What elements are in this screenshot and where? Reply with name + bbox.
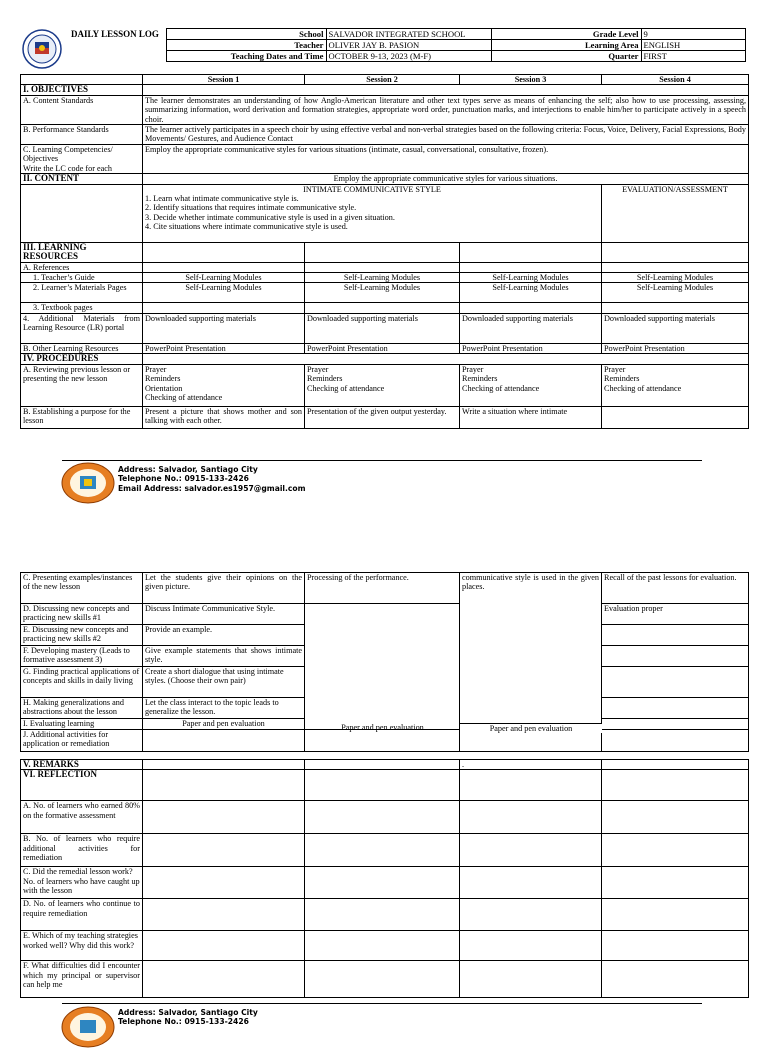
proc-d-label: D. Discussing new concepts and practicing new skills #1 bbox=[21, 604, 143, 625]
quarter-label: Quarter bbox=[491, 51, 641, 62]
school-value: SALVADOR INTEGRATED SCHOOL bbox=[326, 29, 491, 40]
session-1-header: Session 1 bbox=[143, 75, 305, 85]
proc-a-s3: Prayer Reminders Checking of attendance bbox=[460, 364, 602, 406]
footer-rule bbox=[62, 460, 702, 461]
remarks-title: V. REMARKS bbox=[21, 760, 143, 770]
reflection-b: B. No. of learners who require additional activities for remediation bbox=[21, 834, 143, 867]
competencies: Employ the appropriate communicative styles for various situations (intimate, casual, conversational, consultative, frozen). bbox=[143, 145, 749, 174]
proc-b-s3: Write a situation where intimate bbox=[460, 406, 602, 428]
proc-i-label: I. Evaluating learning bbox=[21, 719, 143, 730]
footer-address: Address: Salvador, Santiago City bbox=[118, 465, 258, 474]
grade-value: 9 bbox=[641, 29, 745, 40]
reflection-f: F. What difficulties did I encounter which my principal or supervisor can help me bbox=[21, 961, 143, 998]
school-logo-icon-2 bbox=[60, 1006, 118, 1048]
proc-h-label: H. Making generalizations and abstractions about the lesson bbox=[21, 698, 143, 719]
proc-g-label: G. Finding practical applications of concepts and skills in daily living bbox=[21, 667, 143, 698]
teachers-guide-label: 1. Teacher’s Guide bbox=[21, 273, 143, 283]
proc-j-label: J. Additional activities for application or remediation bbox=[21, 730, 143, 752]
header-table bbox=[21, 28, 746, 62]
content-objectives: INTIMATE COMMUNICATIVE STYLE 1. Learn what intimate communicative style is. 2. Identify situations that requires intimate communicative style. 3. Decide whether intimate communicative style is used in a given situation. 4. Cite situations where intimate communicative style is used. bbox=[143, 184, 602, 242]
proc-c-s1: Let the students give their opinions on the given picture. bbox=[143, 573, 305, 604]
other-resources-label: B. Other Learning Resources bbox=[21, 343, 143, 353]
proc-i-s3: Paper and pen evaluation bbox=[460, 723, 602, 733]
reflection-e: E. Which of my teaching strategies worked well? Why did this work? bbox=[21, 931, 143, 961]
proc-f-s1: Give example statements that shows intimate style. bbox=[143, 646, 305, 667]
reflection-c: C. Did the remedial lesson work? No. of learners who have caught up with the lesson bbox=[21, 867, 143, 899]
proc-i-s2: Paper and pen evaluation bbox=[341, 723, 424, 732]
session-3-header: Session 3 bbox=[460, 75, 602, 85]
footer-address-2: Address: Salvador, Santiago City bbox=[118, 1008, 258, 1017]
proc-c-s2: Processing of the performance. bbox=[305, 573, 460, 604]
content-main: Employ the appropriate communicative styles for various situations. bbox=[143, 174, 749, 184]
footer-telephone: Telephone No.: 0915-133-2426 bbox=[118, 474, 249, 484]
area-label: Learning Area bbox=[491, 40, 641, 51]
proc-c-label: C. Presenting examples/instances of the new lesson bbox=[21, 573, 143, 604]
objectives-title: I. OBJECTIVES bbox=[21, 85, 143, 95]
proc-i-s1: Paper and pen evaluation bbox=[143, 719, 305, 730]
additional-label: 4. Additional Materials from Learning Resource (LR) portal bbox=[21, 313, 143, 343]
proc-d-s4: Evaluation proper bbox=[602, 604, 749, 625]
style-title: INTIMATE COMMUNICATIVE STYLE bbox=[303, 184, 441, 194]
teacher-label: Teacher bbox=[166, 40, 326, 51]
content-standards: The learner demonstrates an understanding of how Anglo-American literature and other text types serve as means of enhancing the self; also how to use processing, assessing, summarizing information, word derivation and formation strategies, appropriate word order, punctuation marks, and interjections to enable him/her to participate actively in a speech choir. bbox=[143, 95, 749, 124]
proc-e-s1: Provide an example. bbox=[143, 625, 305, 646]
proc-a-s4: Prayer Reminders Checking of attendance bbox=[602, 364, 749, 406]
textbook-label: 3. Textbook pages bbox=[21, 303, 143, 313]
reflection-d: D. No. of learners who continue to require remediation bbox=[21, 899, 143, 931]
proc-e-label: E. Discussing new concepts and practicing new skills #2 bbox=[21, 625, 143, 646]
eval-title: EVALUATION/ASSESSMENT bbox=[602, 184, 749, 242]
references-label: A. References bbox=[21, 262, 143, 272]
proc-a-s1: Prayer Reminders Orientation Checking of attendance bbox=[143, 364, 305, 406]
session-4-header: Session 4 bbox=[602, 75, 749, 85]
doc-title: DAILY LESSON LOG bbox=[71, 28, 159, 39]
proc-c-s4: Recall of the past lessons for evaluation. bbox=[602, 573, 749, 604]
grade-label: Grade Level bbox=[491, 29, 641, 40]
content-title: II. CONTENT bbox=[21, 174, 143, 184]
corner-cell bbox=[21, 75, 143, 85]
remarks-s3: . bbox=[460, 760, 602, 770]
school-label: School bbox=[166, 29, 326, 40]
reflection-a: A. No. of learners who earned 80% on the formative assessment bbox=[21, 801, 143, 834]
procedures-title: IV. PROCEDURES bbox=[21, 354, 143, 364]
proc-h-s1: Let the class interact to the topic leads to generalize the lesson. bbox=[143, 698, 305, 719]
learners-materials-label: 2. Learner’s Materials Pages bbox=[21, 283, 143, 303]
lesson-table-page1: Session 1 Session 2 Session 3 Session 4 I. OBJECTIVES A. Content Standards The learner demonstrates an understanding of how Anglo-American literature and other text types serve as means of enhancing the self; also how to use processing, assessing, summarizing information, word derivation and formation strategies, appropriate word order, punctuation marks, and interjections to enable him/her to participate actively in a speech choir. B. Performance Standards The learner actively participates in a speech choir by using effective verbal and non-verbal strategies based on the following criteria: Focus, Voice, Delivery, Facial Expressions, Body Movements/ Gestures, and Audience Contact C. Learning Competencies/ Objectives Write the LC code for each Employ the appropriate communicative styles for various situations (intimate, casual, conversational, consultative, frozen). II. CONTENT Employ the appropriate communicative styles for various situations. INTIMATE COMMUNICATIVE STYLE 1. Learn what intimate communicative style is. 2. Identify situations that requires intimate communicative style. 3. Decide whether intimate communicative style is used in a given situation. 4. Cite situations where intimate communicative style is used. EVALUATION/ASSESSMENT III. LEARNING RESOURCES A. References 1. Teacher’s Guide Self-Learning Modules Self-Learning Modules Self-Learning Modules Self-Learning Modules 2. Learner’s Materials Pages Self-Learning Modules Self-Learning Modules Self-Learning Modules Self-Learning Modules 3. Textbook pages 4. Additional Materials from Learning Resource (LR) portal Downloaded supporting materials Downloaded supporting materials Downloaded supporting materials Downloaded supporting materials B. Other Learning Resources PowerPoint Presentation PowerPoint Presentation PowerPoint Presentation PowerPoint Presentation IV. PROCEDURES A. Reviewing previous lesson or presenting the new lesson Prayer Reminders Orientation Checking of attendance Prayer Reminders Checking of attendance Prayer Reminders Checking of attendance Prayer Reminders Checking of attendance B. Establishing a purpose for the lesson Present a picture that shows mother and son talking with each other. Presentation of the given output yesterday. Write a situation where intimate bbox=[20, 74, 749, 429]
proc-f-label: F. Developing mastery (Leads to formative assessment 3) bbox=[21, 646, 143, 667]
school-logo-icon bbox=[60, 462, 118, 504]
proc-a-s2: Prayer Reminders Checking of attendance bbox=[305, 364, 460, 406]
footer-email: Email Address: salvador.es1957@gmail.com bbox=[118, 483, 306, 493]
teacher-value: OLIVER JAY B. PASION bbox=[326, 40, 491, 51]
reflection-table bbox=[20, 759, 749, 998]
content-standards-label: A. Content Standards bbox=[21, 95, 143, 124]
dates-value: OCTOBER 9-13, 2023 (M-F) bbox=[326, 51, 491, 62]
session-2-header: Session 2 bbox=[305, 75, 460, 85]
resources-title: III. LEARNING RESOURCES bbox=[21, 242, 143, 262]
footer-rule-2 bbox=[62, 1003, 702, 1004]
proc-c-s3: communicative style is used in the given places. bbox=[460, 573, 602, 752]
quarter-value: FIRST bbox=[641, 51, 745, 62]
reflection-title: VI. REFLECTION bbox=[21, 770, 143, 801]
proc-b-s2: Presentation of the given output yesterday. bbox=[305, 406, 460, 428]
proc-d-s1: Discuss Intimate Communicative Style. bbox=[143, 604, 305, 625]
proc-b-s1: Present a picture that shows mother and son talking with each other. bbox=[143, 406, 305, 428]
performance-standards-label: B. Performance Standards bbox=[21, 125, 143, 145]
dates-label: Teaching Dates and Time bbox=[166, 51, 326, 62]
footer-contact bbox=[118, 465, 306, 493]
area-value: ENGLISH bbox=[641, 40, 745, 51]
proc-b-label: B. Establishing a purpose for the lesson bbox=[21, 406, 143, 428]
proc-a-label: A. Reviewing previous lesson or presenting the new lesson bbox=[21, 364, 143, 406]
competencies-label: C. Learning Competencies/ Objectives Write the LC code for each bbox=[21, 145, 143, 174]
performance-standards: The learner actively participates in a speech choir by using effective verbal and non-verbal strategies based on the following criteria: Focus, Voice, Delivery, Facial Expressions, Body Movements/ Gestures, and Audience Contact bbox=[143, 125, 749, 145]
proc-g-s1: Create a short dialogue that using intimate styles. (Choose their own pair) bbox=[143, 667, 305, 698]
footer-telephone-2: Telephone No.: 0915-133-2426 bbox=[118, 1017, 249, 1027]
